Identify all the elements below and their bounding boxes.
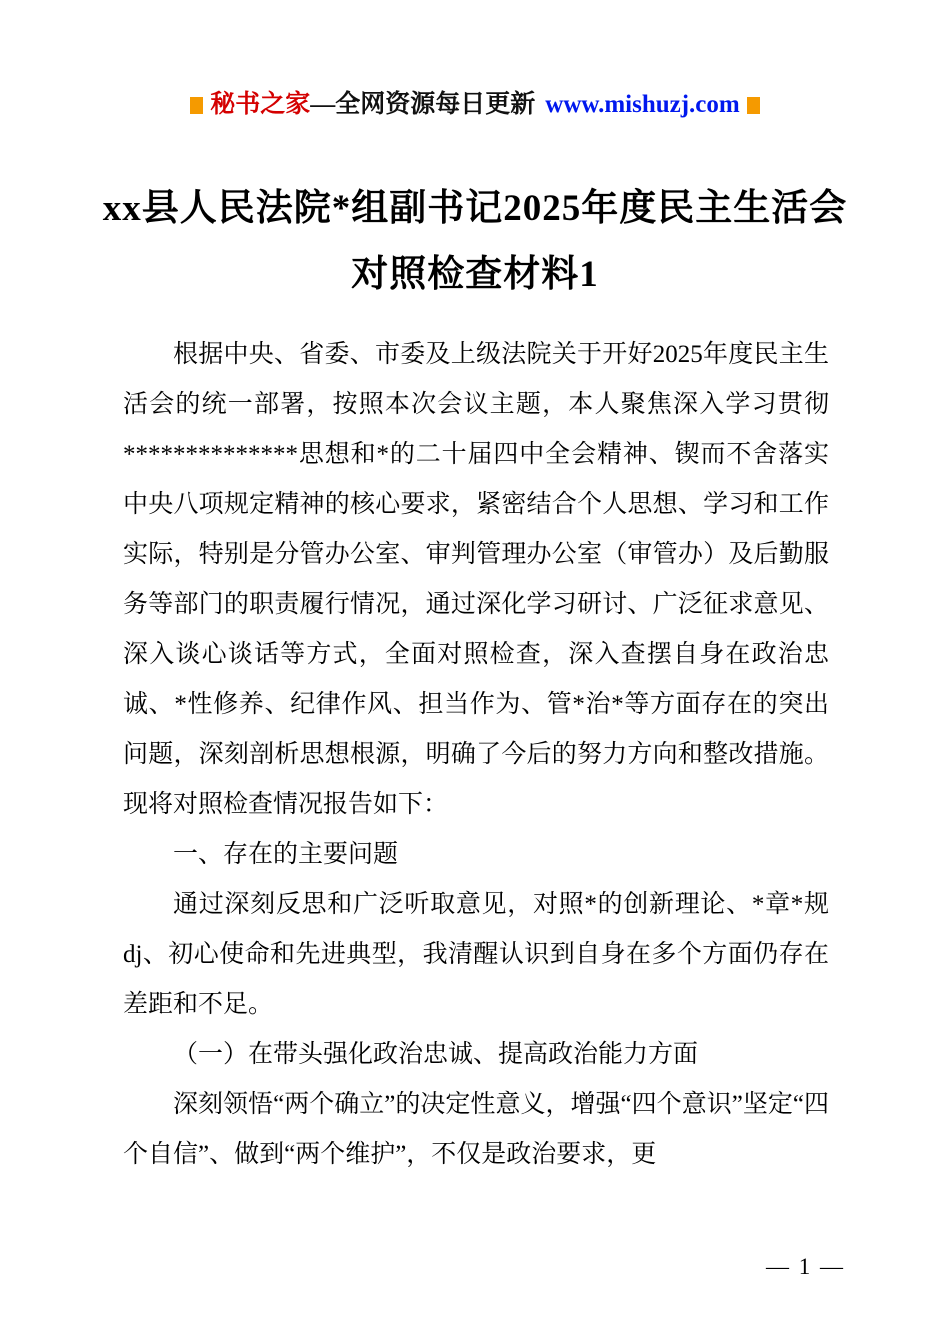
site-brand: 秘书之家	[210, 91, 311, 118]
paragraph: 深刻领悟“两个确立”的决定性意义，增强“四个意识”坚定“四个自信”、做到“两个维护”，不仅是政治要求，更	[123, 1091, 829, 1168]
section-subheading: （一）在带头强化政治忠诚、提高政治能力方面	[173, 1041, 699, 1068]
site-url-link[interactable]: www.mishuzj.com	[545, 91, 740, 118]
document-body	[123, 330, 829, 1180]
site-tagline: —全网资源每日更新	[310, 91, 536, 118]
section-heading: 一、存在的主要问题	[173, 841, 399, 868]
document-title: xx县人民法院*组副书记2025年度民主生活会对照检查材料1	[102, 188, 848, 295]
orange-mark-icon	[747, 97, 760, 114]
page-number: — 1 —	[766, 1254, 845, 1279]
orange-mark-icon	[190, 97, 203, 114]
paragraph: 根据中央、省委、市委及上级法院关于开好2025年度民主生活会的统一部署，按照本次会议主题，本人聚焦深入学习贯彻**************思想和*的二十届四中全会精神、锲而不舍落实中央八项规定精神的核心要求，紧密结合个人思想、学习和工作实际，特别是分管办公室、审判管理办公室（审管办）及后勤服务等部门的职责履行情况，通过深化学习研讨、广泛征求意见、深入谈心谈话等方式，全面对照检查，深入查摆自身在政治忠诚、*性修养、纪律作风、担当作为、管*治*等方面存在的突出问题，深刻剖析思想根源，明确了今后的努力方向和整改措施。现将对照检查情况报告如下：	[123, 341, 829, 818]
paragraph: 通过深刻反思和广泛听取意见，对照*的创新理论、*章*规dj、初心使命和先进典型，我清醒认识到自身在多个方面仍存在差距和不足。	[123, 891, 829, 1018]
document-header	[0, 84, 950, 120]
